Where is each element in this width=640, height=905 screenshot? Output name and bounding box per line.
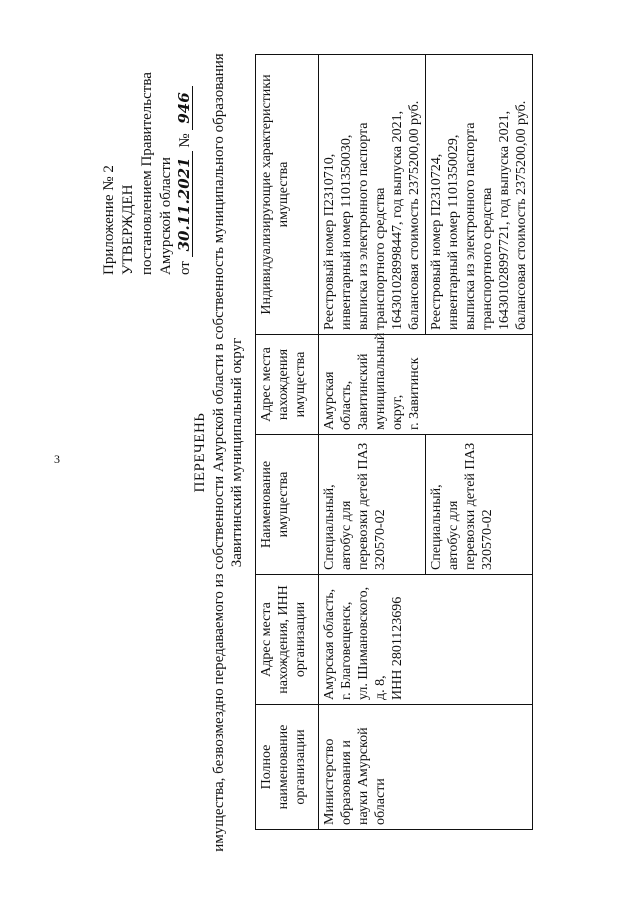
date-prefix: от	[177, 261, 193, 275]
cell-organization: Министерство образования и науки Амурской области	[319, 705, 533, 830]
document-subtitle: имущества, безвозмездно передаваемого из собственности Амурской области в собственность муниципального образования	[211, 53, 227, 852]
header-org-address: Адрес места нахождения, ИНН организации	[256, 575, 319, 705]
cell-property-location: Амурская область, Завитинский муниципальный округ, г. Завитинск	[319, 335, 533, 435]
header-property-name: Наименование имущества	[256, 435, 319, 575]
number-prefix: №	[177, 133, 193, 148]
table-header-row	[256, 55, 319, 830]
handwritten-date: 30.11.2021	[177, 151, 193, 257]
cell-property-name: Специальный, автобус для перевозки детей ПАЗ 320570-02	[426, 435, 533, 575]
header-property-location: Адрес места нахождения имущества	[256, 335, 319, 435]
header-org-name: Полное наименование организации	[256, 705, 319, 830]
handwritten-number: 946	[177, 86, 193, 129]
approved-label: УТВЕРЖДЕН	[120, 184, 136, 275]
cell-characteristics: Реестровый номер П2310724, инвентарный номер 1101350029, выписка из электронного паспорта транспортного средства 164301028997721, год выпуска 2021, балансовая стоимость 2375200,00 руб.	[426, 55, 533, 335]
district-name: Завитинский муниципальный округ	[229, 337, 245, 568]
resolution-label: постановлением Правительства	[139, 72, 155, 275]
appendix-label: Приложение № 2	[101, 165, 117, 275]
header-characteristics: Индивидуализирующие характеристики имущества	[256, 55, 319, 335]
property-table	[255, 54, 533, 830]
document-title: ПЕРЕЧЕНЬ	[192, 412, 208, 493]
approval-stamp-block	[100, 35, 195, 275]
cell-characteristics: Реестровый номер П2310710, инвентарный номер 1101350030, выписка из электронного паспорта транспортного средства 164301028998447, год выпуска 2021, балансовая стоимость 2375200,00 руб.	[319, 55, 426, 335]
page-number: 3	[54, 452, 60, 466]
cell-property-name: Специальный, автобус для перевозки детей ПАЗ 320570-02	[319, 435, 426, 575]
region-label: Амурской области	[158, 157, 174, 275]
cell-org-address: Амурская область, г. Благовещенск, ул. Шимановского, д. 8, ИНН 2801123696	[319, 575, 533, 705]
table-row	[319, 55, 426, 830]
